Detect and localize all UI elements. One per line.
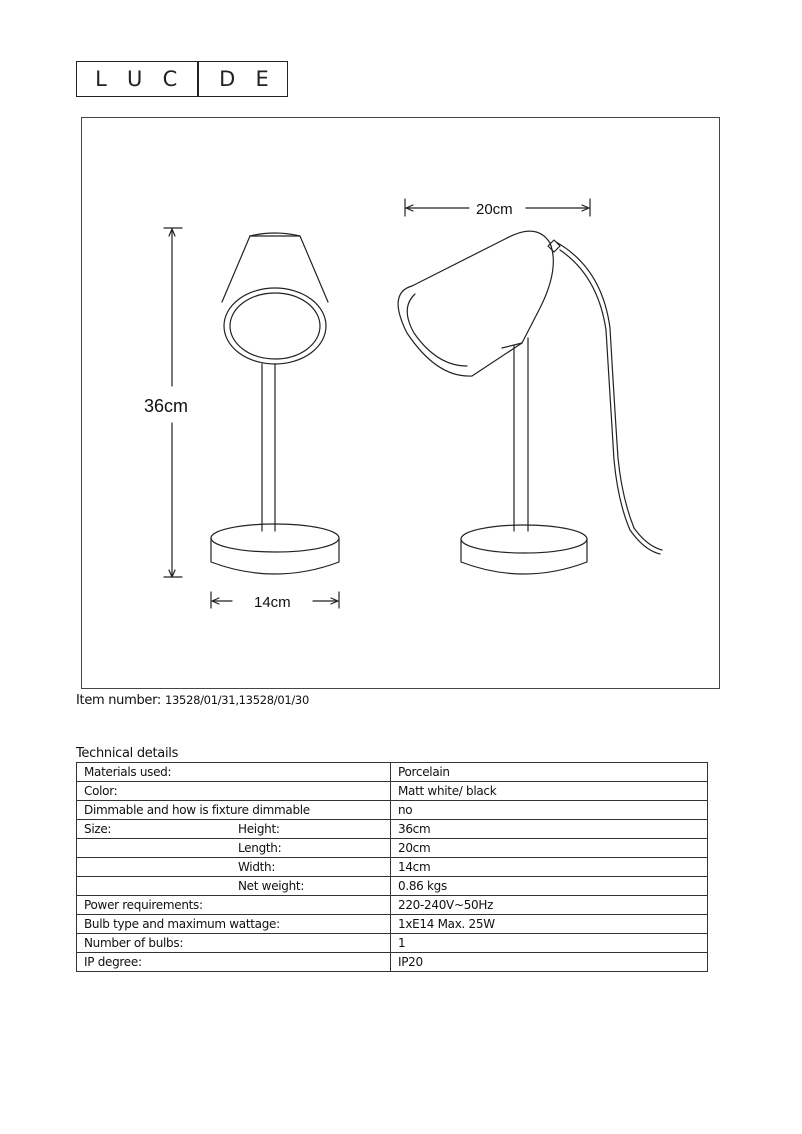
row-value: 14cm [391, 858, 708, 877]
row-label: Bulb type and maximum wattage: [84, 916, 280, 931]
table-row [77, 858, 708, 877]
row-value: 220-240V~50Hz [391, 896, 708, 915]
technical-drawing [81, 117, 720, 689]
row-label: Dimmable and how is fixture dimmable [84, 802, 310, 817]
logo-letter: L [95, 67, 107, 91]
row-value: Porcelain [391, 763, 708, 782]
row-label: Power requirements: [84, 897, 203, 912]
lamp-drawing-svg [82, 118, 721, 690]
technical-details-title: Technical details [76, 746, 179, 761]
table-row [77, 801, 708, 820]
row-value: 20cm [391, 839, 708, 858]
table-row [77, 763, 708, 782]
logo-letter: D [219, 67, 236, 91]
row-value: 1 [391, 934, 708, 953]
table-row [77, 953, 708, 972]
row-value: no [391, 801, 708, 820]
row-label: Size: [84, 821, 112, 836]
table-row [77, 934, 708, 953]
row-sublabel: Width: [238, 859, 276, 874]
base-width-label: 14cm [254, 594, 291, 611]
row-label: Materials used: [84, 764, 172, 779]
height-label: 36cm [144, 396, 189, 416]
table-row [77, 782, 708, 801]
table-row [77, 915, 708, 934]
row-sublabel: Length: [238, 840, 282, 855]
row-label: IP degree: [84, 954, 142, 969]
table-row [77, 839, 708, 858]
row-value: 1xE14 Max. 25W [391, 915, 708, 934]
row-value: 0.86 kgs [391, 877, 708, 896]
row-label: Color: [84, 783, 118, 798]
item-number-label: Item number: [76, 693, 162, 708]
logo-letter-i [197, 61, 199, 97]
item-number-value: 13528/01/31,13528/01/30 [165, 693, 309, 707]
logo-letter: U [127, 67, 143, 91]
brand-logo [76, 61, 288, 97]
row-sublabel: Height: [238, 821, 280, 836]
length-label: 20cm [476, 201, 513, 218]
lamp-front-view [211, 233, 339, 574]
table-row [77, 820, 708, 839]
row-value: IP20 [391, 953, 708, 972]
item-number [76, 693, 309, 708]
table-row [77, 877, 708, 896]
logo-letter: C [162, 67, 178, 91]
row-value: Matt white/ black [391, 782, 708, 801]
row-value: 36cm [391, 820, 708, 839]
table-row [77, 896, 708, 915]
row-sublabel: Net weight: [238, 878, 305, 893]
row-label: Number of bulbs: [84, 935, 184, 950]
logo-letter: E [255, 67, 269, 91]
technical-details-table [76, 762, 708, 972]
lamp-side-view [398, 231, 662, 574]
